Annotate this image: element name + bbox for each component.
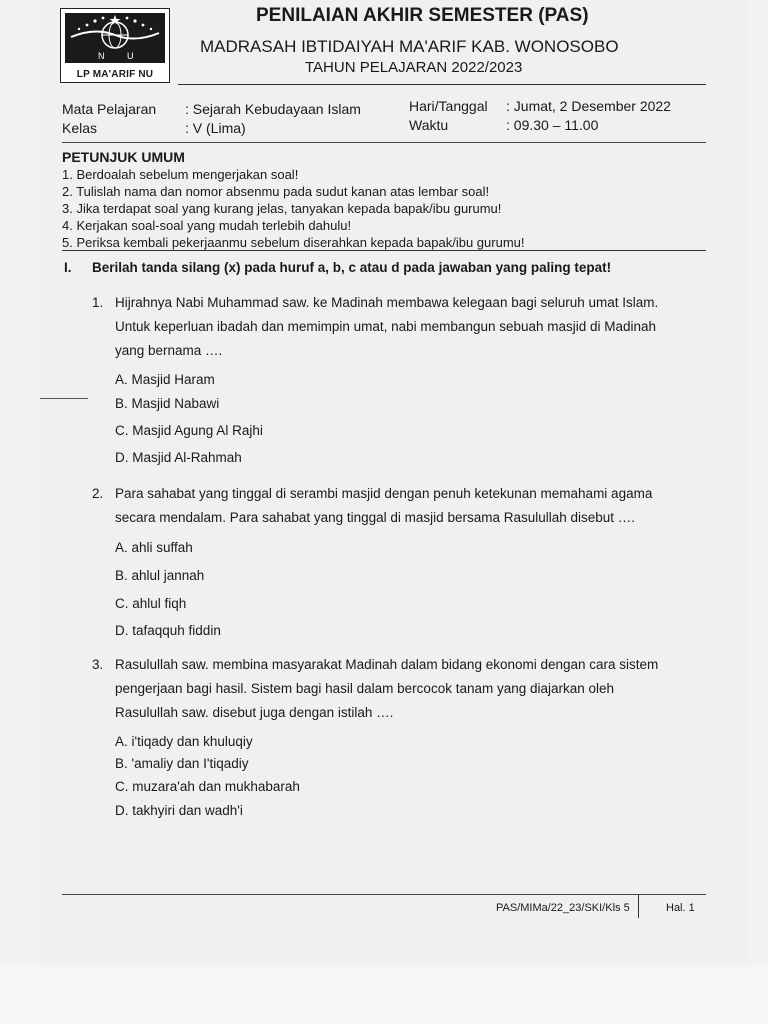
section-instruction: Berilah tanda silang (x) pada huruf a, b, c atau d pada jawaban yang paling tepat! (92, 260, 612, 275)
question-line: Rasulullah saw. membina masyarakat Madinah dalam bidang ekonomi dengan cara sistem (115, 657, 659, 672)
school-name: MADRASAH IBTIDAIYAH MA'ARIF KAB. WONOSOBO (200, 37, 619, 56)
question-line: Para sahabat yang tinggal di serambi masjid dengan penuh ketekunan memahami agama (115, 486, 653, 501)
lp-maarif-logo (60, 8, 170, 83)
instruction-item: 2. Tulislah nama dan nomor absenmu pada sudut kanan atas lembar soal! (62, 184, 490, 199)
instruction-item: 1. Berdoalah sebelum mengerjakan soal! (62, 167, 299, 182)
date-value: : Jumat, 2 Desember 2022 (506, 98, 671, 114)
time-label: Waktu (409, 117, 449, 133)
answer-option[interactable]: B. Masjid Nabawi (115, 396, 220, 411)
instruction-item: 5. Periksa kembali pekerjaanmu sebelum diserahkan kepada bapak/ibu gurumu! (62, 235, 525, 250)
answer-option[interactable]: C. ahlul fiqh (115, 596, 187, 611)
academic-year: TAHUN PELAJARAN 2022/2023 (305, 59, 523, 76)
answer-option[interactable]: C. Masjid Agung Al Rajhi (115, 423, 263, 438)
question-number: 3. (92, 657, 104, 672)
question-line: Hijrahnya Nabi Muhammad saw. ke Madinah membawa kelegaan bagi seluruh umat Islam. (115, 295, 659, 310)
question-line: secara mendalam. Para sahabat yang tinggal di masjid bersama Rasulullah disebut …. (115, 510, 636, 525)
answer-option[interactable]: D. Masjid Al-Rahmah (115, 450, 242, 465)
logo-letter-n: N (98, 51, 105, 61)
question-line: pengerjaan bagi hasil. Sistem bagi hasil dalam bercocok tanam yang diajarkan oleh (115, 681, 615, 696)
scan-background (0, 965, 768, 1024)
footer-divider (62, 894, 706, 895)
class-label: Kelas (62, 120, 98, 136)
answer-option[interactable]: A. i'tiqady dan khuluqiy (115, 734, 253, 749)
answer-option[interactable]: B. ahlul jannah (115, 568, 205, 583)
question-number: 2. (92, 486, 104, 501)
answer-option[interactable]: C. muzara'ah dan mukhabarah (115, 779, 300, 794)
question-number: 1. (92, 295, 104, 310)
answer-option[interactable]: B. 'amaliy dan I'tiqadiy (115, 756, 249, 771)
meta-divider (62, 142, 706, 143)
instruction-item: 4. Kerjakan soal-soal yang mudah terlebih dahulu! (62, 218, 352, 233)
section-number: I. (64, 260, 72, 275)
nu-emblem (65, 13, 165, 63)
page-number: Hal. 1 (666, 902, 695, 914)
answer-option[interactable]: A. ahli suffah (115, 540, 193, 555)
footer-separator (638, 894, 639, 918)
question-line: Untuk keperluan ibadah dan memimpin umat, nabi membangun sebuah masjid di Madinah (115, 319, 657, 334)
time-value: : 09.30 – 11.00 (506, 117, 599, 133)
pen-mark (40, 398, 88, 399)
question-line: yang bernama …. (115, 343, 223, 358)
instructions-divider (62, 250, 706, 251)
globe-stars-icon (65, 13, 165, 63)
instructions-title: PETUNJUK UMUM (62, 149, 185, 165)
answer-option[interactable]: D. takhyiri dan wadh'i (115, 803, 243, 818)
date-label: Hari/Tanggal (409, 98, 488, 114)
header-divider (178, 84, 706, 85)
subject-value: : Sejarah Kebudayaan Islam (185, 101, 361, 117)
exam-title: PENILAIAN AKHIR SEMESTER (PAS) (256, 5, 589, 26)
document-code: PAS/MIMa/22_23/SKI/Kls 5 (496, 902, 630, 914)
answer-option[interactable]: D. tafaqquh fiddin (115, 623, 221, 638)
logo-letter-u: U (127, 51, 134, 61)
answer-option[interactable]: A. Masjid Haram (115, 372, 215, 387)
subject-label: Mata Pelajaran (62, 101, 157, 117)
instruction-item: 3. Jika terdapat soal yang kurang jelas, tanyakan kepada bapak/ibu gurumu! (62, 201, 502, 216)
logo-caption: LP MA'ARIF NU (76, 69, 154, 80)
question-line: Rasulullah saw. disebut juga dengan istilah …. (115, 705, 394, 720)
class-value: : V (Lima) (185, 120, 246, 136)
